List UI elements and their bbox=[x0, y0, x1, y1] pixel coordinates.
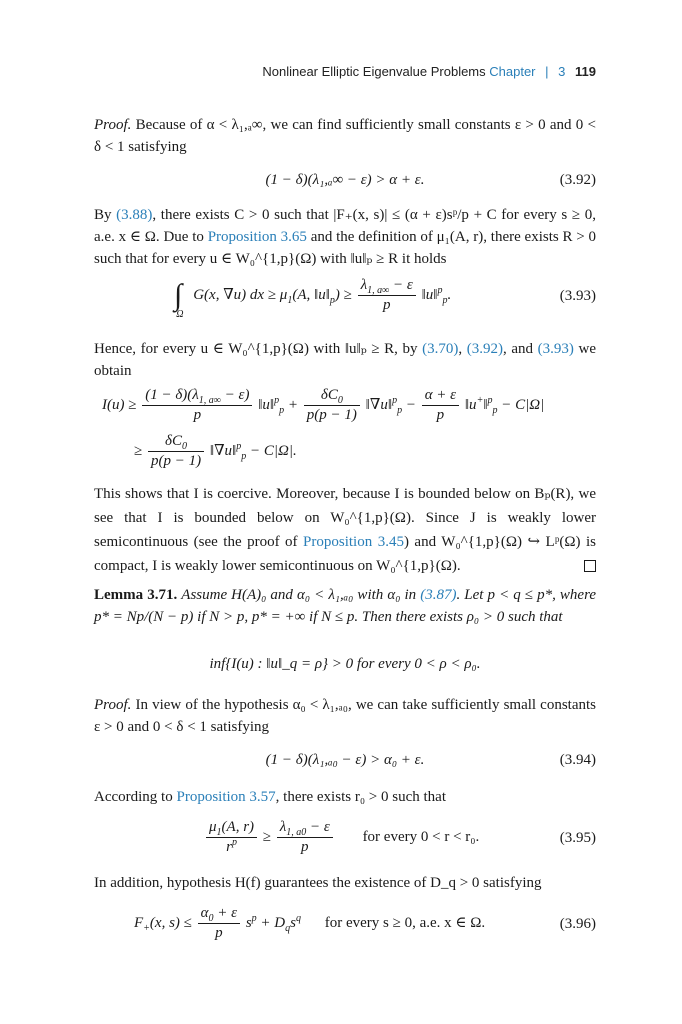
lemma-text-b: . Let p < q ≤ p*, where p* = Np/(N − p) if N > p, p* = +∞ if N ≤ p. Then there exists ρ₀ > 0 such that bbox=[94, 587, 597, 625]
equation-3-96-tail: for every s ≥ 0, a.e. x ∈ Ω. bbox=[324, 914, 486, 931]
proof1-para4-b: ) and W₀^{1,p}(Ω) ↪ Lᵖ(Ω) is compact, I is weakly lower semicontinuous on W₀^{1,p}(Ω). bbox=[94, 534, 596, 574]
ref-3-93-link[interactable]: (3.93) bbox=[537, 341, 574, 357]
equation-3-95-tail: for every 0 < r < r₀. bbox=[362, 828, 480, 845]
header-separator: | bbox=[545, 64, 549, 79]
proof2-paragraph2 bbox=[94, 786, 596, 808]
equation-number: (3.92) bbox=[559, 172, 596, 188]
running-header bbox=[262, 64, 596, 79]
proof1-line1: Because of α < λ₁,ₐ∞, we can find sufficiently small constants ε > 0 and 0 < δ < 1 satisfying bbox=[94, 117, 597, 155]
equation-number: (3.95) bbox=[559, 830, 596, 846]
equation-number: (3.94) bbox=[559, 752, 596, 768]
ref-3-87-link[interactable]: (3.87) bbox=[420, 587, 457, 603]
proof2-intro bbox=[94, 694, 596, 738]
proof2-para2-b: , there exists r₀ > 0 such that bbox=[275, 789, 446, 805]
proof2-para3: In addition, hypothesis H(f) guarantees the existence of D_q > 0 satisfying bbox=[94, 875, 542, 891]
equation-3-93: $\int_\Omega$ G(x, ∇u) dx ≥ $\mu_1(A$, $‖u‖_p$) ≥ $\frac{\lambda_{1, a\infty} - \varepsilon}{p}$ ‖u‖$^p_p$. (3.93) bbox=[174, 277, 596, 320]
proof1-para4-a: This shows that I is coercive. Moreover, because I is bounded below on Bₚ(R), we see that I is bounded below on W₀^{1,p}(Ω). Since J is weakly lower semicontinuous (see the proof of bbox=[94, 486, 596, 550]
proof-label: Proof. bbox=[94, 697, 132, 713]
proof1-para2-b: , there exists C > 0 such that |F₊(x, s)| ≤ (α + ε)sᵖ/p + C for every s ≥ 0, a.e. x ∈ Ω. Due to bbox=[94, 207, 596, 245]
ref-3-88-link[interactable]: (3.88) bbox=[116, 207, 153, 223]
proof1-para3-b: we obtain bbox=[94, 341, 596, 379]
qed-square-icon bbox=[584, 560, 596, 572]
lemma-display bbox=[94, 656, 596, 673]
lemma-text-a: Assume H(A)₀ and α₀ < λ₁,ₐ₀ with α₀ in bbox=[181, 587, 417, 603]
lemma-label: Lemma 3.71. bbox=[94, 587, 178, 603]
lemma-3-71 bbox=[94, 584, 596, 628]
equation-number: (3.93) bbox=[559, 288, 596, 304]
lemma-display-body: inf{I(u) : ‖u‖_q = ρ} > 0 for every 0 < ρ < ρ₀. bbox=[209, 656, 481, 672]
ref-proposition-3-57-link[interactable]: Proposition 3.57 bbox=[176, 789, 276, 805]
equation-3-94 bbox=[94, 752, 596, 769]
header-title: Nonlinear Elliptic Eigenvalue Problems bbox=[262, 64, 486, 79]
ref-proposition-3-65-link[interactable]: Proposition 3.65 bbox=[207, 229, 307, 245]
proof1-paragraph4 bbox=[94, 482, 596, 578]
proof1-intro bbox=[94, 114, 596, 158]
equation-3-92-body: (1 − δ)(λ₁,ₐ∞ − ε) > α + ε. bbox=[265, 172, 425, 188]
proof2-line1: In view of the hypothesis α₀ < λ₁,ₐ₀, we can take sufficiently small constants ε > 0 and 0 < δ < 1 satisfying bbox=[94, 697, 596, 735]
ref-proposition-3-45-link[interactable]: Proposition 3.45 bbox=[303, 534, 404, 550]
equation-number: (3.96) bbox=[559, 916, 596, 932]
proof1-para2-a: By bbox=[94, 207, 112, 223]
ref-3-92-link[interactable]: (3.92) bbox=[466, 341, 504, 357]
equation-3-92 bbox=[94, 172, 596, 189]
header-chapter-number: 3 bbox=[558, 64, 566, 79]
proof2-paragraph3 bbox=[94, 872, 596, 894]
page-number: 119 bbox=[575, 64, 596, 79]
equation-3-96: $F_+(x$, s) ≤ $\frac{\alpha_0 + \varepsilon}{p}$ $s^p + D_qs^q$ for every s ≥ 0, a.e. x ∈ Ω. (3.96) bbox=[134, 905, 596, 941]
proof1-paragraph2 bbox=[94, 204, 596, 270]
equation-3-95: $\frac{\mu_1(A, r)}{r^p}$ ≥ $\frac{\lambda_{1, a0} - \varepsilon}{p}$ for every 0 < r < r₀. (3.95) bbox=[94, 818, 596, 864]
header-chapter-label: Chapter bbox=[489, 64, 536, 79]
proof2-para2-a: According to bbox=[94, 789, 173, 805]
proof1-paragraph3: Hence, for every u ∈ W₀^{1,p}(Ω) with ‖u‖ₚ ≥ R, by (3.70), (3.92), and (3.93) we obtain bbox=[94, 341, 596, 379]
proof1-para3-a: Hence, for every u ∈ W₀^{1,p}(Ω) with ‖u‖ₚ ≥ R, by bbox=[94, 341, 418, 357]
proof-label: Proof. bbox=[94, 117, 132, 133]
inequality-I-u: I(u) ≥ $\frac{(1 - \delta)(\lambda_{1, a\infty} - \varepsilon)}{p}$ ‖u‖$^p_p$ + $\frac{\delta C_0}{p(p - 1)}$ ‖∇u‖$^p_p$ − $\frac{\alpha + \varepsilon}{p}$ ‖u+‖$^p_p$ − C|Ω| ≥ $\frac{\delta C_0}{p(p - 1)}$ ‖∇u‖$^p_p$ − C|Ω|. bbox=[102, 387, 545, 469]
proof1-para2-c: and the definition of μ₁(A, r), there exists R > 0 such that for every u ∈ W₀^{1,p}(Ω) with ‖u‖ₚ ≥ R it holds bbox=[94, 229, 597, 267]
equation-3-94-body: (1 − δ)(λ₁,ₐ₀ − ε) > α₀ + ε. bbox=[265, 752, 425, 768]
ref-3-70-link[interactable]: (3.70) bbox=[422, 341, 459, 357]
